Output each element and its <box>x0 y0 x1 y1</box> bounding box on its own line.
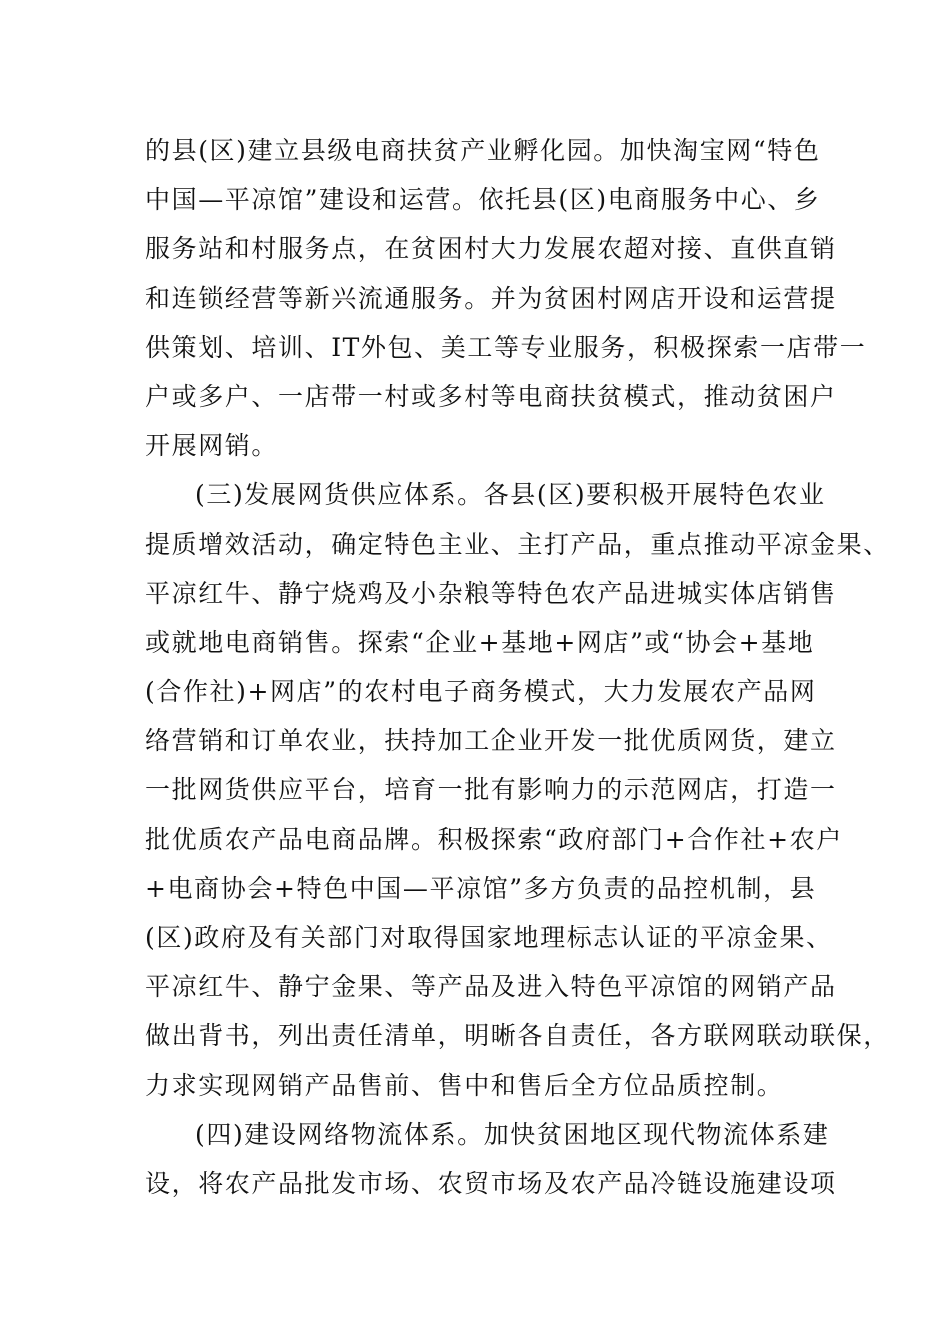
text-line: 开展网销。 <box>145 431 279 461</box>
text-line: 设，将农产品批发市场、农贸市场及农产品冷链设施建设项 <box>145 1168 837 1198</box>
text-line: 户或多户、一店带一村或多村等电商扶贫模式，推动贫困户 <box>145 381 837 411</box>
text-line: 提质增效活动，确定特色主业、主打产品，重点推动平凉金果、 <box>145 529 890 559</box>
text-line: 或就地电商销售。探索“企业+基地+网店”或“协会+基地 <box>145 627 815 657</box>
text-line: 服务站和村服务点，在贫困村大力发展农超对接、直供直销 <box>145 234 837 264</box>
document-body <box>145 126 890 1208</box>
text-line: (三)发展网货供应体系。各县(区)要积极开展特色农业 <box>195 480 826 510</box>
text-line: 和连锁经营等新兴流通服务。并为贫困村网店开设和运营提 <box>145 283 837 313</box>
text-line: +电商协会+特色中国—平凉馆”多方负责的品控机制，县 <box>145 873 817 903</box>
text-line: 一批网货供应平台，培育一批有影响力的示范网店，打造一 <box>145 775 837 805</box>
paragraph-ecommerce-poverty-alleviation <box>145 126 867 470</box>
text-line: 做出背书，列出责任清单，明晰各自责任，各方联网联动联保， <box>145 1021 890 1051</box>
text-line: 的县(区)建立县级电商扶贫产业孵化园。加快淘宝网“特色 <box>145 136 821 165</box>
paragraph-logistics-system <box>145 1110 837 1208</box>
text-line: 批优质农产品电商品牌。积极探索“政府部门+合作社+农户 <box>145 824 843 854</box>
text-line: (区)政府及有关部门对取得国家地理标志认证的平凉金果、 <box>145 923 833 952</box>
text-line: 供策划、培训、IT外包、美工等专业服务，积极探索一店带一 <box>145 332 867 362</box>
text-line: 平凉红牛、静宁金果、等产品及进入特色平凉馆的网销产品 <box>145 972 837 1002</box>
text-line: 平凉红牛、静宁烧鸡及小杂粮等特色农产品进城实体店销售 <box>145 578 837 608</box>
text-line: (合作社)+网店”的农村电子商务模式，大力发展农产品网 <box>145 677 817 707</box>
paragraph-online-goods-supply <box>145 470 890 1109</box>
text-line: 络营销和订单农业，扶持加工企业开发一批优质网货，建立 <box>145 726 837 756</box>
text-line: (四)建设网络物流体系。加快贫困地区现代物流体系建 <box>195 1119 830 1149</box>
text-line: 力求实现网销产品售前、售中和售后全方位品质控制。 <box>145 1070 784 1100</box>
text-line: 中国—平凉馆”建设和运营。依托县(区)电商服务中心、乡 <box>145 185 821 215</box>
